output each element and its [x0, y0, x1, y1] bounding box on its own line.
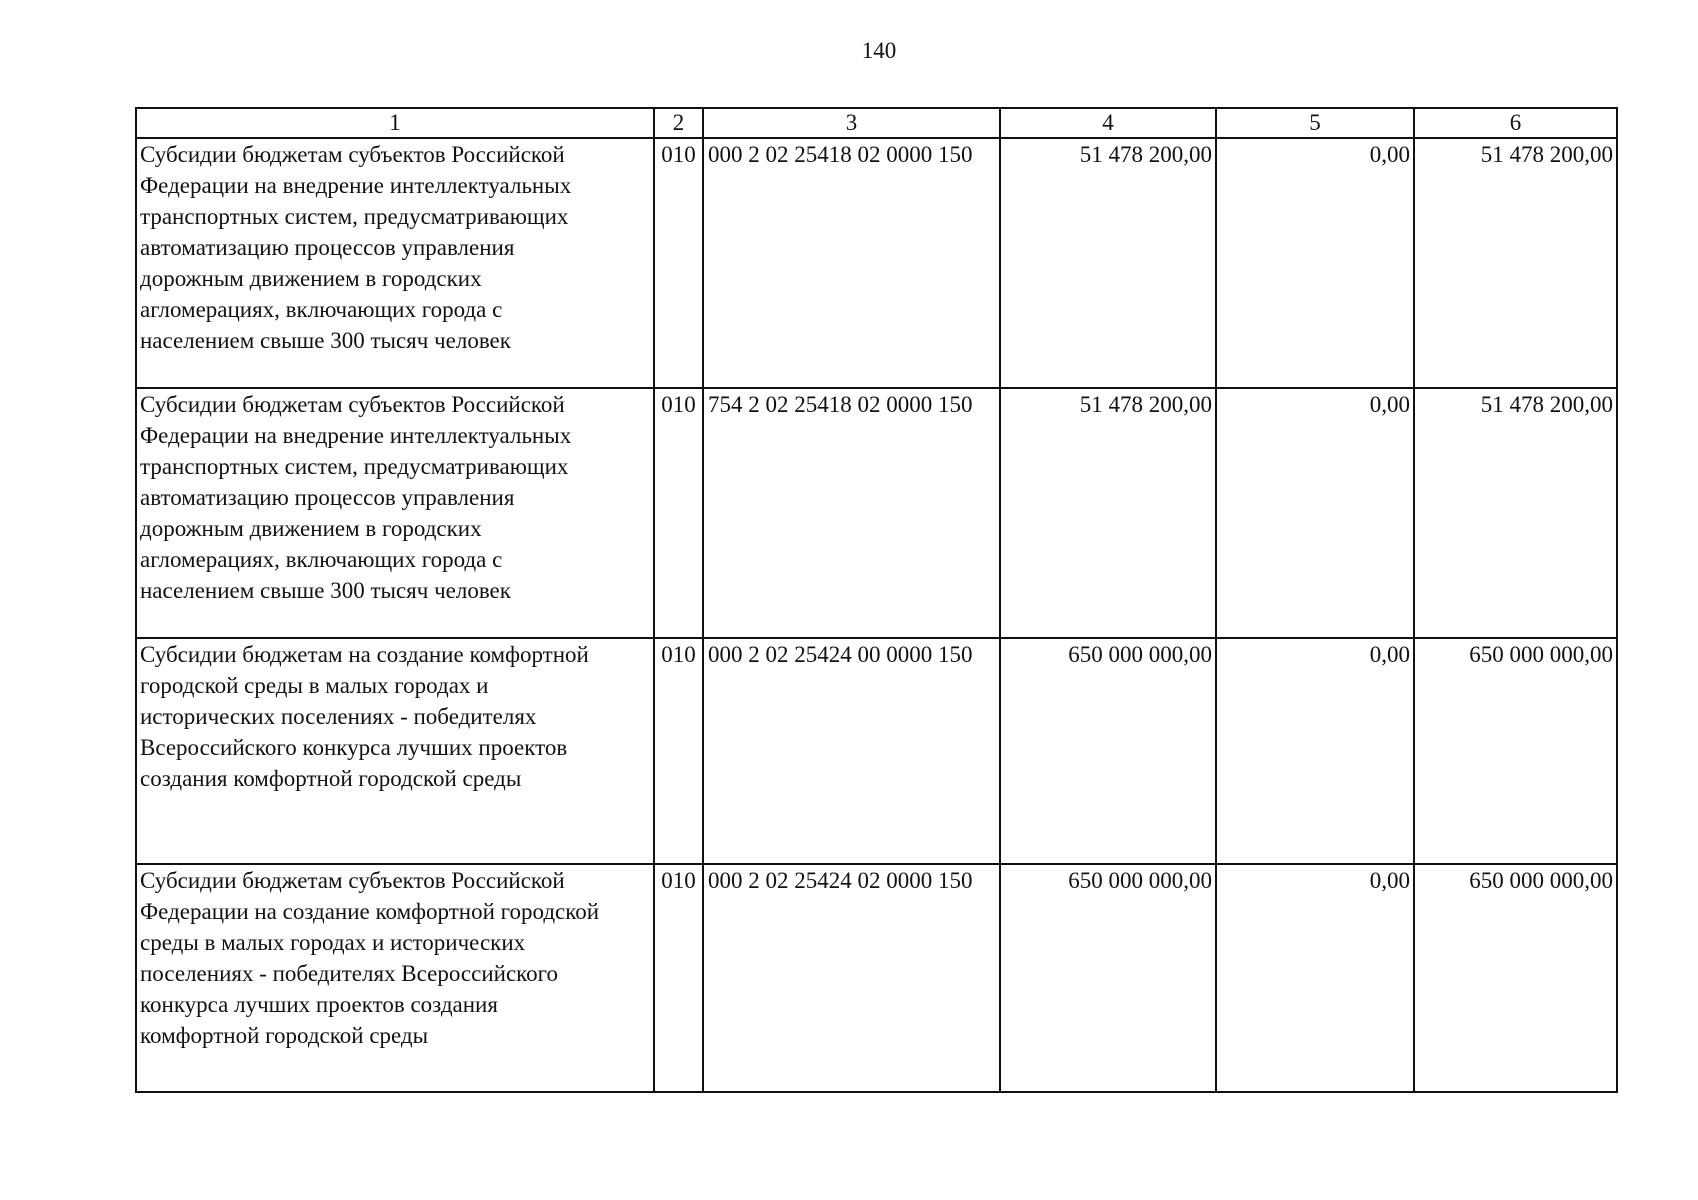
table-row	[136, 138, 1617, 388]
budget-table	[135, 107, 1618, 1093]
row-amount-col6: 51 478 200,00	[1414, 138, 1617, 388]
table-row	[136, 388, 1617, 638]
row-code-cell: 010	[654, 138, 703, 388]
row-amount-col4: 51 478 200,00	[1000, 138, 1216, 388]
table-row	[136, 638, 1617, 864]
row-amount-col4: 51 478 200,00	[1000, 388, 1216, 638]
row-amount-col5: 0,00	[1216, 138, 1414, 388]
column-header: 6	[1414, 108, 1617, 138]
table-header-row	[136, 108, 1617, 138]
page-number: 140	[861, 38, 897, 63]
row-amount-col5: 0,00	[1216, 388, 1414, 638]
column-header: 4	[1000, 108, 1216, 138]
row-kbk-cell: 754 2 02 25418 02 0000 150	[703, 388, 1000, 638]
row-name-cell: Субсидии бюджетам субъектов Российской Федерации на внедрение интеллектуальных транспортных систем, предусматривающих автоматизацию процессов управления дорожным движением в городских агломерациях, включающих города с населением свыше 300 тысяч человек	[136, 138, 654, 388]
row-name-cell: Субсидии бюджетам субъектов Российской Федерации на создание комфортной городской среды в малых городах и исторических поселениях - победителях Всероссийского конкурса лучших проектов создания комфортной городской среды	[136, 864, 654, 1092]
column-header: 2	[654, 108, 703, 138]
column-header: 5	[1216, 108, 1414, 138]
row-kbk-cell: 000 2 02 25424 00 0000 150	[703, 638, 1000, 864]
row-amount-col6: 650 000 000,00	[1414, 638, 1617, 864]
row-code-cell: 010	[654, 864, 703, 1092]
row-code-cell: 010	[654, 388, 703, 638]
row-amount-col5: 0,00	[1216, 864, 1414, 1092]
row-kbk-cell: 000 2 02 25418 02 0000 150	[703, 138, 1000, 388]
row-amount-col5: 0,00	[1216, 638, 1414, 864]
table-row	[136, 864, 1617, 1092]
column-header: 1	[136, 108, 654, 138]
row-code-cell: 010	[654, 638, 703, 864]
row-name-cell: Субсидии бюджетам субъектов Российской Федерации на внедрение интеллектуальных транспортных систем, предусматривающих автоматизацию процессов управления дорожным движением в городских агломерациях, включающих города с населением свыше 300 тысяч человек	[136, 388, 654, 638]
row-kbk-cell: 000 2 02 25424 02 0000 150	[703, 864, 1000, 1092]
row-name-cell: Субсидии бюджетам на создание комфортной городской среды в малых городах и исторических поселениях - победителях Всероссийского конкурса лучших проектов создания комфортной городской среды	[136, 638, 654, 864]
row-amount-col4: 650 000 000,00	[1000, 864, 1216, 1092]
row-amount-col6: 51 478 200,00	[1414, 388, 1617, 638]
row-amount-col6: 650 000 000,00	[1414, 864, 1617, 1092]
row-amount-col4: 650 000 000,00	[1000, 638, 1216, 864]
column-header: 3	[703, 108, 1000, 138]
